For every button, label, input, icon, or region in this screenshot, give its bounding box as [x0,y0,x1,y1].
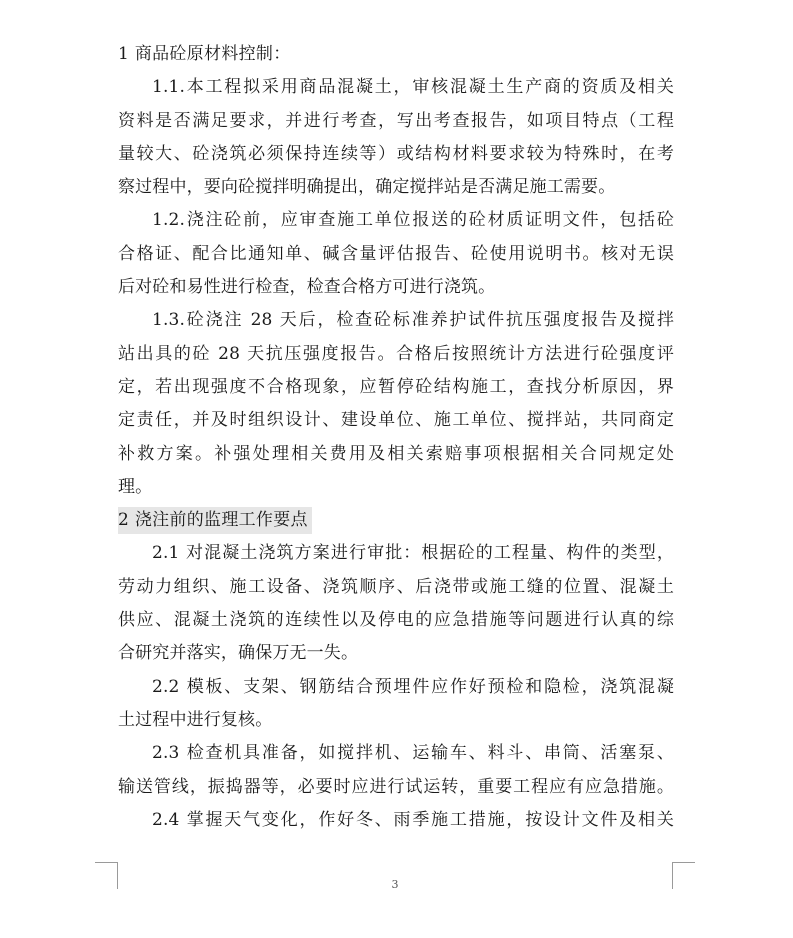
paragraph-line: 定，若出现强度不合格现象，应暂停砼结构施工，查找分析原因，界 [118,376,674,397]
page-corner-mark-left [95,862,118,889]
paragraph-line: 1.1.本工程拟采用商品混凝土，审核混凝土生产商的资质及相关 [152,77,674,98]
paragraph-line: 2.3 检查机具准备，如搅拌机、运输车、料斗、串筒、活塞泵、 [152,743,674,764]
paragraph-line: 合研究并落实，确保万无一失。 [118,643,359,664]
paragraph-line: 土过程中进行复核。 [118,709,273,730]
paragraph-line: 资料是否满足要求，并进行考查，写出考查报告，如项目特点（工程 [118,110,674,131]
paragraph-line: 1.2.浇注砼前，应审查施工单位报送的砼材质证明文件，包括砼 [152,210,674,231]
section-heading-1: 1 商品砼原材料控制： [118,44,291,64]
paragraph-line: 2.1 对混凝土浇筑方案进行审批：根据砼的工程量、构件的类型， [152,543,674,564]
paragraph-line: 合格证、配合比通知单、碱含量评估报告、砼使用说明书。核对无误 [118,243,674,264]
page-number: 3 [391,878,399,891]
paragraph-line: 供应、混凝土浇筑的连续性以及停电的应急措施等问题进行认真的综 [118,610,674,631]
paragraph-line: 2.2 模板、支架、钢筋结合预埋件应作好预检和隐检，浇筑混凝 [152,676,674,697]
paragraph-line: 1.3.砼浇注 28 天后，检查砼标准养护试件抗压强度报告及搅拌 [152,310,674,331]
paragraph-line: 理。 [118,476,153,497]
paragraph-line: 2.4 掌握天气变化，作好冬、雨季施工措施，按设计文件及相关 [152,809,674,830]
paragraph-line: 补救方案。补强处理相关费用及相关索赔事项根据相关合同规定处 [118,443,674,464]
page-corner-mark-right [672,862,695,889]
page-body [118,38,674,837]
paragraph-line: 定责任，并及时组织设计、建设单位、施工单位、搅拌站，共同商定 [118,410,674,431]
paragraph-line: 站出具的砼 28 天抗压强度报告。合格后按照统计方法进行砼强度评 [118,343,674,364]
paragraph-line: 劳动力组织、施工设备、浇筑顺序、后浇带或施工缝的位置、混凝土 [118,576,674,597]
paragraph-line: 输送管线，振捣器等，必要时应进行试运转，重要工程应有应急措施。 [118,776,674,797]
paragraph-line: 察过程中，要向砼搅拌明确提出，确定搅拌站是否满足施工需要。 [118,177,616,198]
paragraph-line: 后对砼和易性进行检查，检查合格方可进行浇筑。 [118,277,496,298]
paragraph-line: 量较大、砼浇筑必须保持连续等）或结构材料要求较为特殊时，在考 [118,143,674,164]
section-heading-2: 2 浇注前的监理工作要点 [118,507,312,534]
section-heading-2-row [118,504,674,537]
